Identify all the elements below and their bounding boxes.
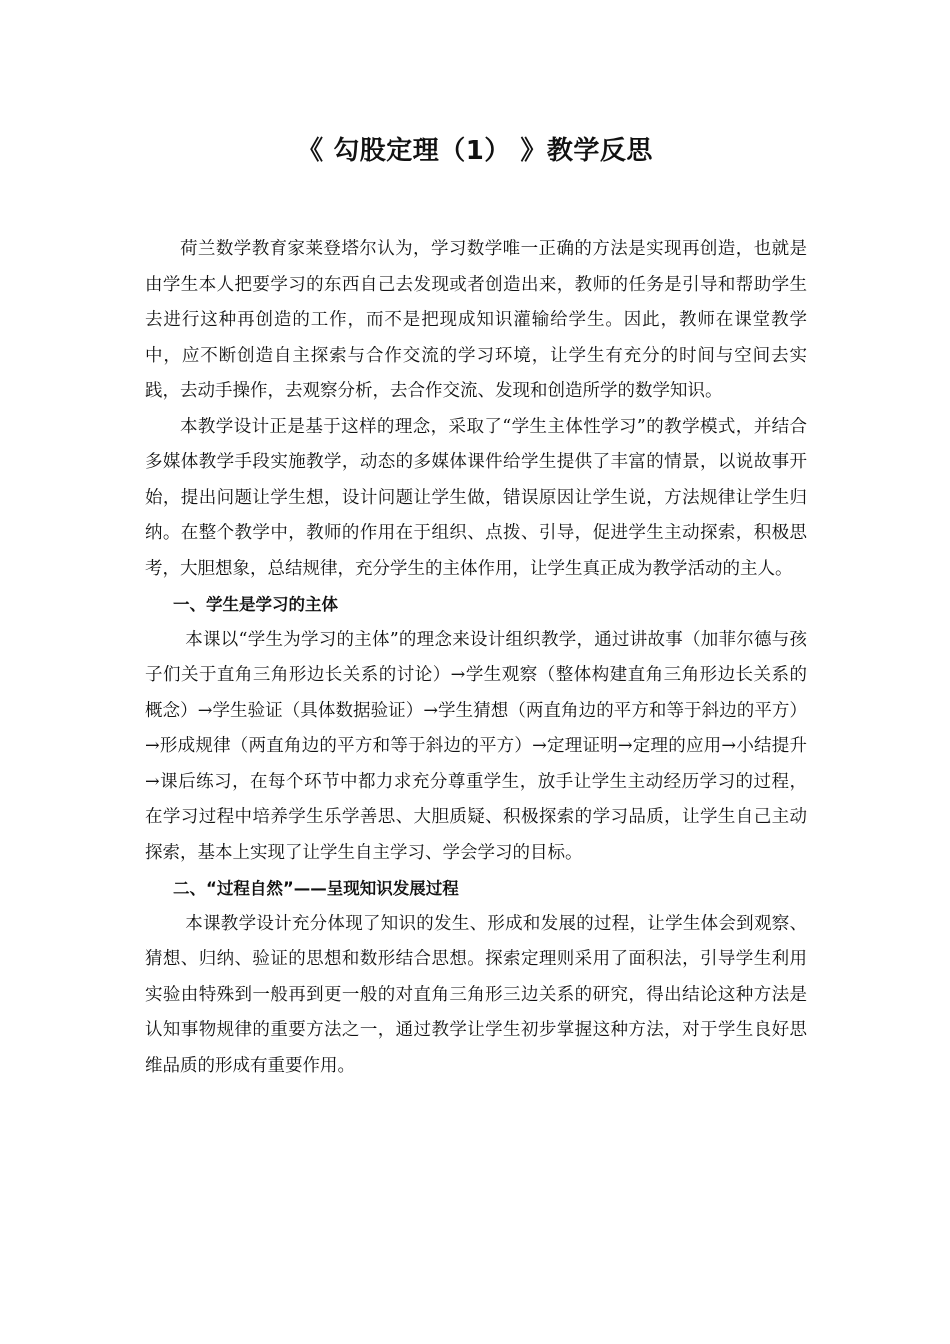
design-paragraph: 本教学设计正是基于这样的理念，采取了“学生主体性学习”的教学模式，并结合多媒体教学手段实施教学，动态的多媒体课件给学生提供了丰富的情景，以说故事开始，提出问题让学生想，设计问题让学生做，错误原因让学生说，方法规律让学生归纳。在整个教学中，教师的作用在于组织、点拨、引导，促进学生主动探索，积极思考，大胆想象，总结规律，充分学生的主体作用，让学生真正成为教学活动的主人。	[145, 416, 807, 579]
section-text-natural-process: 本课教学设计充分体现了知识的发生、形成和发展的过程，让学生体会到观察、猜想、归纳、验证的思想和数形结合思想。探索定理则采用了面积法，引导学生利用实验由特殊到一般再到更一般的对直角三角形三边关系的研究，得出结论这种方法是认知事物规律的重要方法之一，通过教学让学生初步掌握这种方法，对于学生良好思维品质的形成有重要作用。	[145, 913, 807, 1076]
section-text-student-subject: 本课以“学生为学习的主体”的理念来设计组织教学，通过讲故事（加菲尔德与孩子们关于直角三角形边长关系的讨论）→学生观察（整体构建直角三角形边长关系的概念）→学生验证（具体数据验证）→学生猜想（两直角边的平方和等于斜边的平方）→形成规律（两直角边的平方和等于斜边的平方）→定理证明→定理的应用→小结提升→课后练习，在每个环节中都力求充分尊重学生，放手让学生主动经历学习的过程，在学习过程中培养学生乐学善思、大胆质疑、积极探索的学习品质，让学生自己主动探索，基本上实现了让学生自主学习、学会学习的目标。	[145, 629, 807, 863]
document-body	[145, 232, 807, 1084]
section-heading-natural-process: 二、“过程自然”——呈现知识发展过程	[173, 879, 459, 898]
section-heading-student-subject: 一、学生是学习的主体	[173, 595, 338, 614]
intro-paragraph: 荷兰数学教育家莱登塔尔认为，学习数学唯一正确的方法是实现再创造，也就是由学生本人把要学习的东西自己去发现或者创造出来，教师的任务是引导和帮助学生去进行这种再创造的工作，而不是把现成知识灌输给学生。因此，教师在课堂教学中，应不断创造自主探索与合作交流的学习环境，让学生有充分的时间与空间去实践，去动手操作，去观察分析，去合作交流、发现和创造所学的数学知识。	[145, 239, 807, 401]
document-title: 《 勾股定理（1） 》教学反思	[297, 136, 653, 166]
